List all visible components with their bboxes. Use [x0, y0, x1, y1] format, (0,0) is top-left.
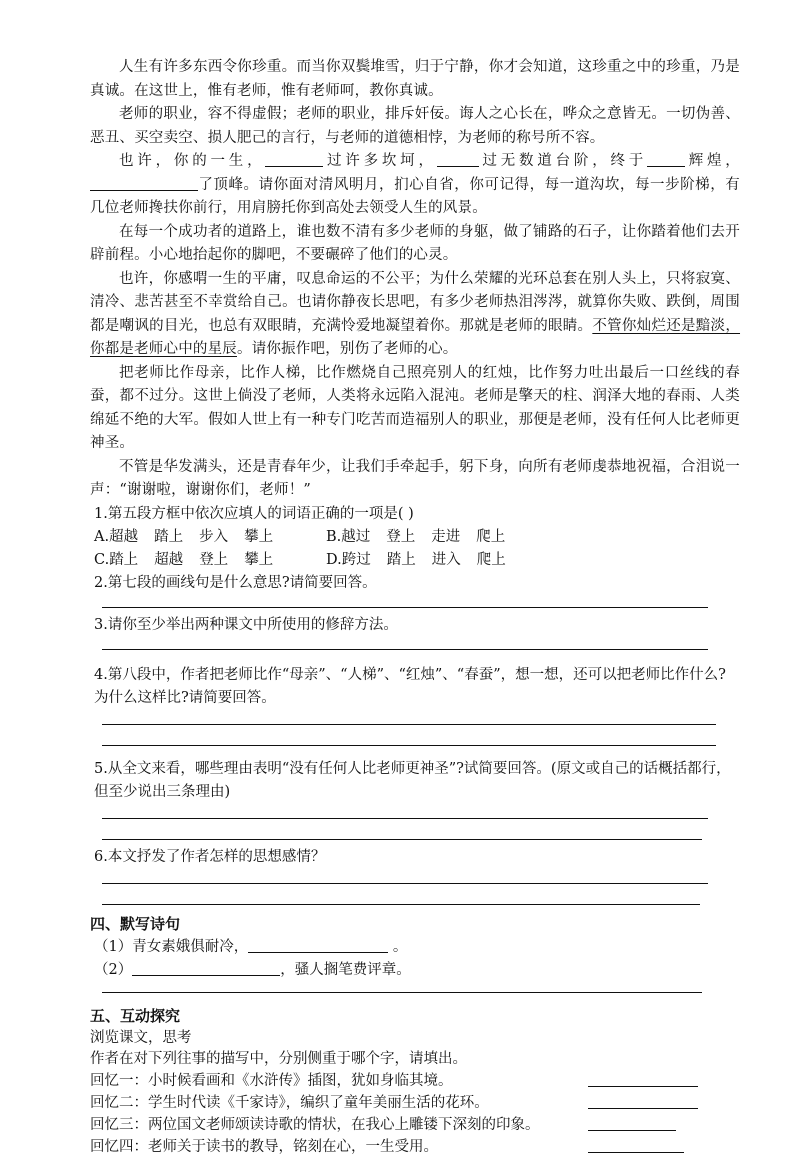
memory-blank-2[interactable] — [588, 1094, 698, 1109]
passage-paragraph-4: 在每一个成功者的道路上，谁也数不清有多少老师的身躯，做了铺路的石子，让你踏着他们去开辟前程。小心地抬起你的脚吧，不要碾碎了他们的心灵。 — [90, 223, 740, 263]
underlined-sentence: 不管你灿烂还是黯淡，你都是老师心中的星辰 — [90, 317, 741, 357]
passage-paragraph-2: 老师的职业，容不得虚假；老师的职业，排斥奸佞。诲人之心长在，哗众之意皆无。一切伪善、恶丑、买空卖空、损人肥己的言行，与老师的道德相悖，为老师的称号所不容。 — [90, 106, 740, 146]
poem-blank-1[interactable] — [248, 936, 388, 953]
memory-item-4: 回忆四：老师关于读书的教导，铭刻在心，一生受用。 — [90, 1136, 740, 1158]
section-5-instruction: 作者在对下列往事的描写中，分别侧重于哪个字，请填出。 — [90, 1050, 467, 1067]
question-5: 5.从全文来看，哪些理由表明“没有任何人比老师更神圣”?试简要回答。(原文或自己的话概括都行，但至少说出三条理由) — [94, 760, 731, 800]
question-1: 1.第五段方框中依次应填人的词语正确的一项是( ) — [94, 505, 414, 522]
answer-line[interactable] — [102, 992, 702, 993]
answer-line[interactable] — [102, 883, 708, 884]
fill-blank-2[interactable] — [437, 150, 479, 167]
answer-line[interactable] — [102, 818, 708, 819]
memory-blank-1[interactable] — [588, 1072, 698, 1087]
memory-item-3: 回忆三：两位国文老师颂读诗歌的情状，在我心上雕镂下深刻的印象。 — [90, 1114, 740, 1136]
answer-line[interactable] — [102, 607, 708, 608]
section-5-title: 五、互动探究 — [90, 1006, 181, 1025]
question-4: 4.第八段中，作者把老师比作“母亲”、“人梯”、“红烛”、“春蚕”，想一想，还可以把老师比作什么?为什么这样比?请简要回答。 — [94, 666, 726, 706]
memory-blank-4[interactable] — [588, 1138, 684, 1153]
answer-line[interactable] — [102, 839, 702, 840]
poem-line-2: （2） ，骚人搁笔费评章。 — [90, 959, 740, 982]
question-1-options — [90, 526, 740, 572]
poem-line-1: （1）青女素娥俱耐冷， 。 — [90, 936, 740, 959]
passage-paragraph-1: 人生有许多东西令你珍重。而当你双鬓堆雪，归于宁静，你才会知道，这珍重之中的珍重，乃是真诚。在这世上，惟有老师，惟有老师呵，教你真诚。 — [90, 59, 740, 99]
answer-line[interactable] — [102, 724, 716, 725]
question-3: 3.请你至少举出两种课文中所使用的修辞方法。 — [94, 616, 398, 633]
fill-blank-1[interactable] — [265, 150, 323, 167]
passage-paragraph-5: 也许，你感喟一生的平庸，叹息命运的不公平；为什么荣耀的光环总套在别人头上，只将寂寞、清冷、悲苦甚至不幸赏给自己。也请你静夜长思吧，有多少老师热泪涔涔，就算你失败、跌倒，周围都是嘲讽的目光，也总有双眼睛，充满怜爱地凝望着你。那就是老师的眼睛。不管你灿烂还是黯淡，你都是老师心中的星辰。请你振作吧，别伤了老师的心。 — [90, 270, 741, 357]
section-5-intro: 浏览课文，思考 — [90, 1029, 192, 1046]
memory-item-1: 回忆一：小时候看画和《水浒传》插图，犹如身临其境。 — [90, 1070, 740, 1092]
memory-item-2: 回忆二：学生时代读《千家诗》，编织了童年美丽生活的花环。 — [90, 1092, 740, 1114]
option-c[interactable]: C.踏上 超越 登上 攀上 — [94, 551, 274, 568]
option-a[interactable]: A.超越 踏上 步入 攀上 — [94, 528, 274, 545]
passage-paragraph-6: 把老师比作母亲，比作人梯，比作燃烧自己照亮别人的红烛，比作努力吐出最后一口丝线的春蚕，都不过分。这世上倘没了老师，人类将永远陷入混沌。老师是擎天的柱、润泽大地的春雨、人类绵延不绝的大军。假如人世上有一种专门吃苦而造福别人的职业，那便是老师，没有任何人比老师更神圣。 — [90, 364, 740, 451]
passage-paragraph-7: 不管是华发满头，还是青春年少，让我们手牵起手，躬下身，向所有老师虔恭地祝福，合泪说一声：“谢谢啦，谢谢你们，老师！” — [90, 458, 740, 498]
question-2: 2.第七段的画线句是什么意思?请简要回答。 — [94, 574, 377, 591]
fill-blank-4[interactable] — [90, 174, 198, 191]
memory-blank-3[interactable] — [588, 1116, 676, 1131]
option-d[interactable]: D.跨过 踏上 进入 爬上 — [326, 551, 506, 568]
answer-line[interactable] — [102, 649, 708, 650]
question-6: 6.本文抒发了作者怎样的思想感情？ — [94, 848, 326, 865]
worksheet-page — [90, 56, 740, 1158]
poem-blank-2[interactable] — [132, 959, 280, 976]
passage-paragraph-3: 也许，你的一生， 过许多坎坷， 过无数道台阶，终于 辉煌，了顶峰。请你面对清风明月，扪心自省，你可记得，每一道沟坎，每一步阶梯，有几位老师搀扶你前行，用肩膀托你到高处去领受人生的风景。 — [90, 150, 740, 221]
section-4-title: 四、默写诗句 — [90, 914, 181, 933]
option-b[interactable]: B.越过 登上 走进 爬上 — [326, 528, 506, 545]
answer-line[interactable] — [102, 904, 700, 905]
fill-blank-3[interactable] — [647, 150, 685, 167]
answer-line[interactable] — [102, 745, 716, 746]
